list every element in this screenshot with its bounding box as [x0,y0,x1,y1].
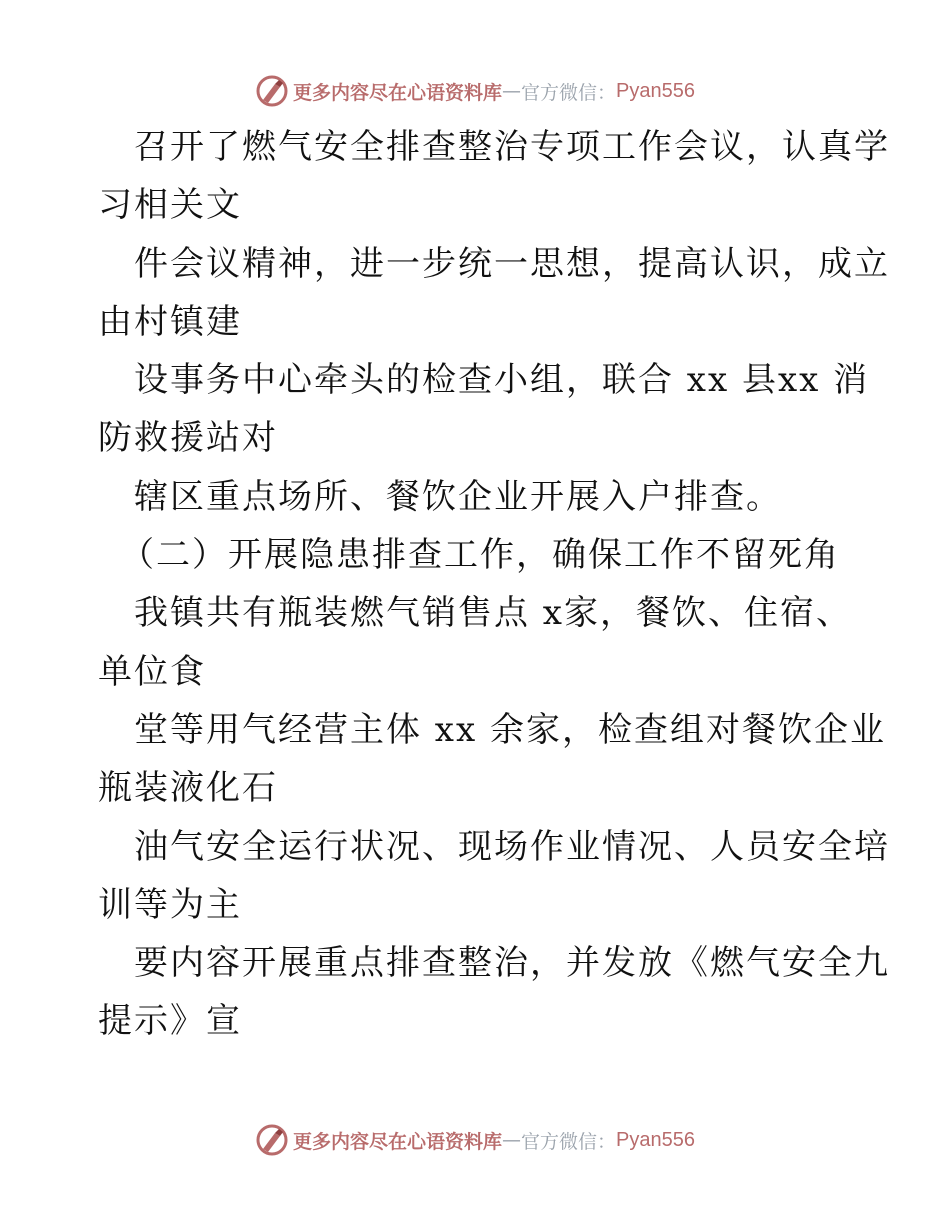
footer-banner [0,1120,950,1160]
footer-brand-text: 更多内容尽在心语资料库 [293,1130,503,1153]
document-body [98,118,890,1051]
body-line: 召开了燃气安全排查整治专项工作会议，认真学 [134,127,890,167]
body-line: 辖区重点场所、餐饮企业开展入户排查。 [134,476,782,517]
body-line: 防救援站对 [98,418,278,459]
pen-nib-logo-icon [255,1123,289,1157]
body-line: 习相关文 [98,185,242,226]
section-heading: （二）开展隐患排查工作，确保工作不留死角 [120,535,840,576]
body-line: 单位食 [98,651,206,692]
body-line: 我镇共有瓶装燃气销售点 x家，餐饮、住宿、 [134,593,852,634]
body-line: 件会议精神，进一步统一思想，提高认识，成立 [134,243,890,284]
body-line: 油气安全运行状况、现场作业情况、人员安全培 [134,826,890,867]
header-wechat-label: 官方微信： [521,81,617,104]
body-line: 由村镇建 [98,301,242,342]
header-banner [0,71,950,111]
pen-nib-logo-icon [255,74,289,108]
header-separator: — [502,80,522,102]
footer-separator: — [502,1129,522,1151]
body-line: 训等为主 [98,884,242,925]
header-brand-text: 更多内容尽在心语资料库 [293,81,503,104]
header-wechat-id: Pyan556 [616,79,695,102]
body-line: 瓶装液化石 [98,768,278,809]
footer-wechat-id: Pyan556 [616,1128,695,1151]
body-line: 要内容开展重点排查整治，并发放《燃气安全九 [134,943,890,984]
footer-wechat-label: 官方微信： [521,1130,617,1153]
body-line: 提示》宣 [98,1001,242,1042]
body-line: 设事务中心牵头的检查小组，联合 xx 县xx 消 [134,360,870,401]
body-line: 堂等用气经营主体 xx 余家，检查组对餐饮企业 [134,709,886,750]
